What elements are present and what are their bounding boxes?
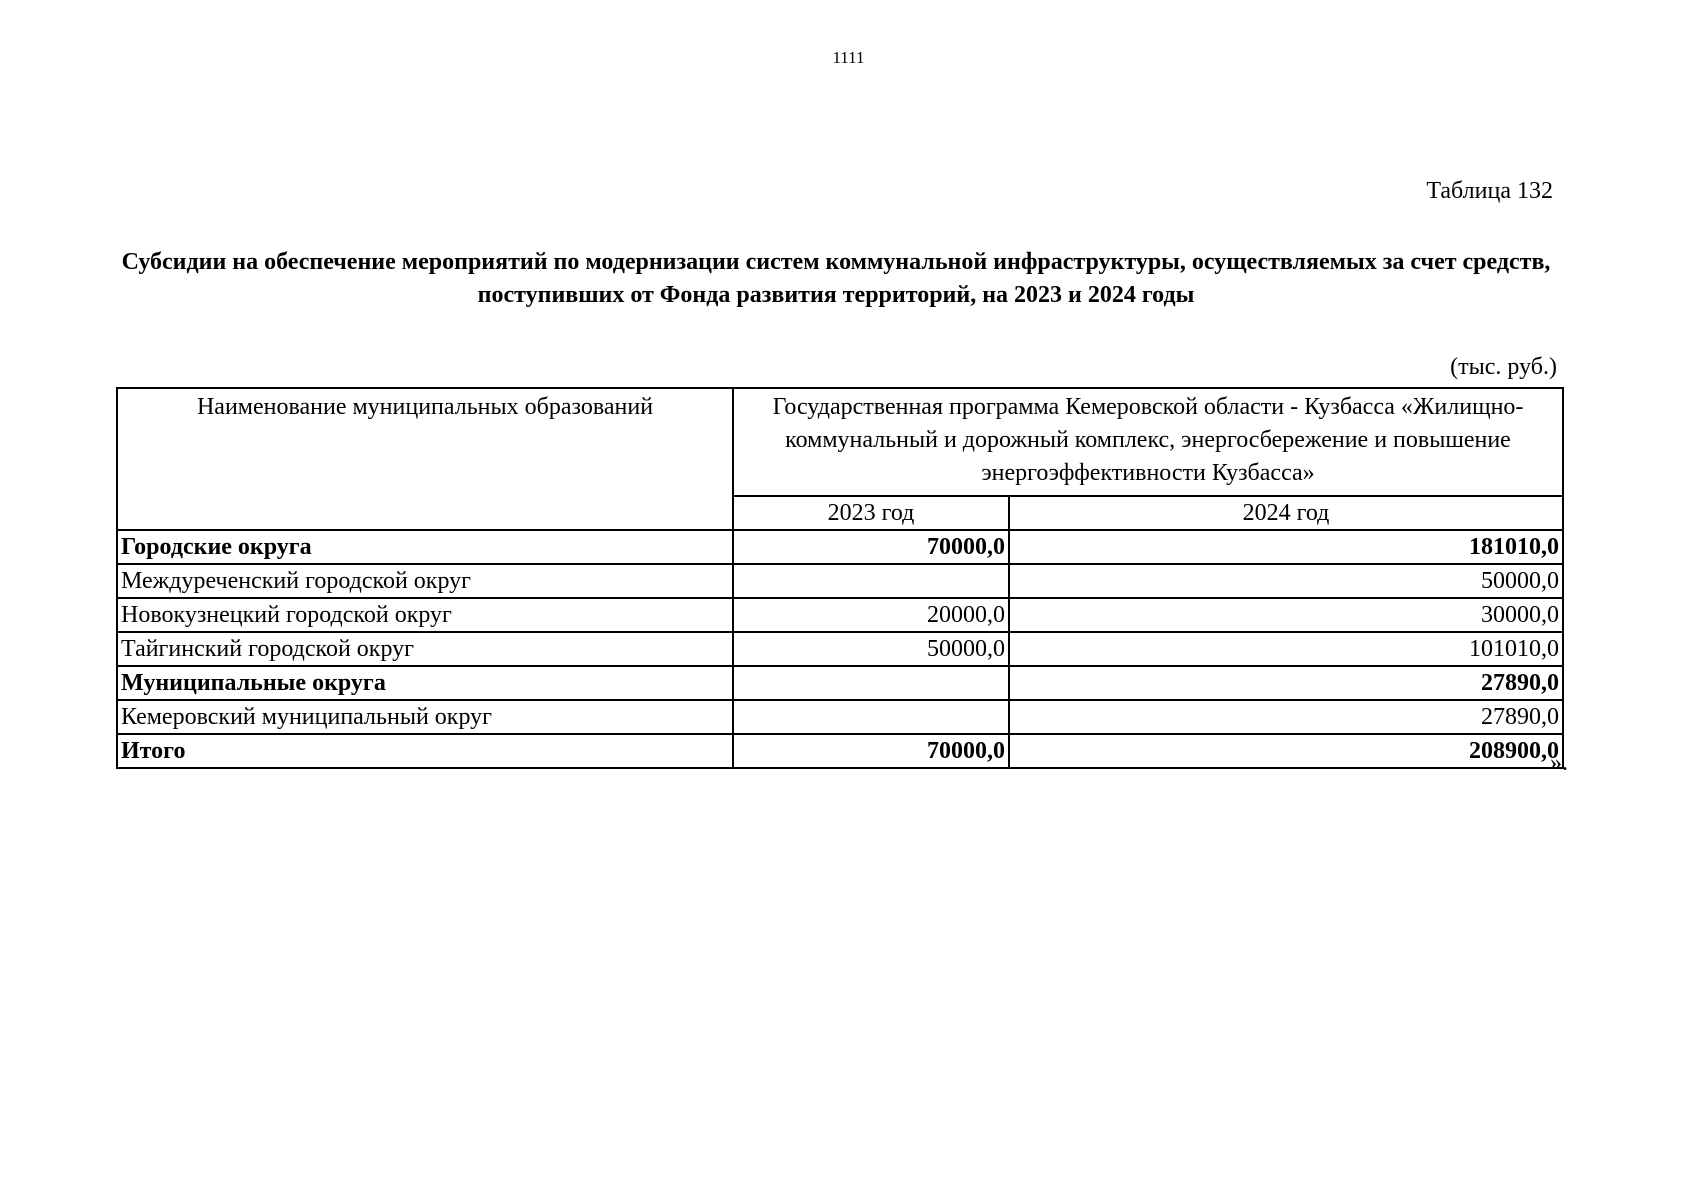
- table-row: [117, 530, 1563, 564]
- row-name: Новокузнецкий городской округ: [117, 598, 733, 632]
- subsidies-table: [116, 387, 1564, 769]
- row-value-2023: 50000,0: [733, 632, 1009, 666]
- row-value-2023: [733, 666, 1009, 700]
- row-value-2024: 181010,0: [1009, 530, 1563, 564]
- document-title: Субсидии на обеспечение мероприятий по модернизации систем коммунальной инфраструктуры, осуществляемых за счет средств, поступивших от Фонда развития территорий, на 2023 и 2024 годы: [121, 249, 1551, 308]
- closing-quote: ».: [1550, 750, 1568, 776]
- header-year-2023: 2023 год: [733, 496, 1009, 531]
- table-row: [117, 700, 1563, 734]
- row-name: Городские округа: [117, 530, 733, 564]
- table-row: [117, 598, 1563, 632]
- row-name: Муниципальные округа: [117, 666, 733, 700]
- row-value-2023: [733, 700, 1009, 734]
- row-name: Итого: [117, 734, 733, 768]
- row-value-2024: 50000,0: [1009, 564, 1563, 598]
- row-value-2024: 27890,0: [1009, 666, 1563, 700]
- row-value-2024: 30000,0: [1009, 598, 1563, 632]
- row-value-2023: [733, 564, 1009, 598]
- row-value-2023: 70000,0: [733, 530, 1009, 564]
- row-name: Междуреченский городской округ: [117, 564, 733, 598]
- table-number: Таблица 132: [1426, 178, 1553, 204]
- header-program: Государственная программа Кемеровской области - Кузбасса «Жилищно-коммунальный и дорожный комплекс, энергосбережение и повышение энергоэффективности Кузбасса»: [733, 388, 1563, 496]
- row-value-2023: 20000,0: [733, 598, 1009, 632]
- table-row: [117, 666, 1563, 700]
- table-row: [117, 734, 1563, 768]
- row-value-2023: 70000,0: [733, 734, 1009, 768]
- table-header-row: [117, 388, 1563, 496]
- header-municipality: Наименование муниципальных образований: [117, 388, 733, 530]
- row-value-2024: 101010,0: [1009, 632, 1563, 666]
- page-number: 1111: [832, 48, 865, 67]
- row-value-2024: 27890,0: [1009, 700, 1563, 734]
- table-row: [117, 632, 1563, 666]
- row-name: Тайгинский городской округ: [117, 632, 733, 666]
- table-row: [117, 564, 1563, 598]
- units-label: (тыс. руб.): [1450, 354, 1557, 380]
- header-year-2024: 2024 год: [1009, 496, 1563, 531]
- row-value-2024: 208900,0: [1009, 734, 1563, 768]
- row-name: Кемеровский муниципальный округ: [117, 700, 733, 734]
